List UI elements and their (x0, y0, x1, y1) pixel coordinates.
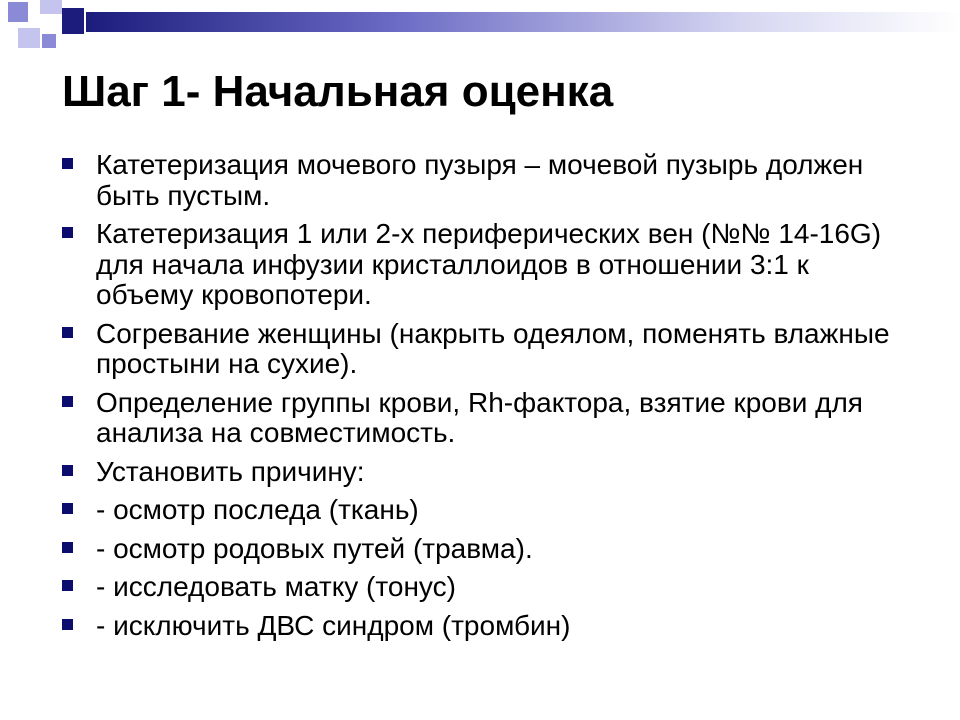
slide-title: Шаг 1- Начальная оценка (62, 67, 614, 116)
bullet-text: Определение группы крови, Rh-фактора, взятие крови для анализа на совместимость. (96, 386, 863, 448)
bullet-text: Катетеризация 1 или 2-х периферических вен (№№ 14-16G) для начала инфузии кристаллоидов в отношении 3:1 к объему кровопотери. (96, 218, 882, 310)
header-decoration (0, 0, 960, 60)
list-item (60, 150, 910, 211)
bullet-text: Катетеризация мочевого пузыря – мочевой пузырь должен быть пустым. (96, 149, 864, 211)
square-bullet-icon (62, 465, 73, 476)
bullet-text: Согревание женщины (накрыть одеялом, поменять влажные простыни на сухие). (96, 317, 890, 379)
list-item (60, 219, 910, 311)
square-bullet-icon (62, 158, 73, 169)
list-item (60, 457, 910, 488)
bullet-list (60, 150, 910, 649)
list-item (60, 495, 910, 526)
bullet-text: - осмотр последа (ткань) (96, 494, 419, 525)
decor-square (42, 34, 56, 48)
bullet-text: - осмотр родовых путей (травма). (96, 532, 533, 564)
list-item (60, 572, 910, 603)
decor-square (18, 28, 40, 48)
square-bullet-icon (62, 227, 73, 238)
square-bullet-icon (62, 619, 73, 630)
decor-square (40, 0, 62, 14)
decor-square (8, 2, 28, 22)
square-bullet-icon (62, 580, 73, 591)
list-item (60, 611, 910, 642)
list-item (60, 319, 910, 380)
bullet-text: Установить причину: (96, 455, 365, 487)
list-item (60, 534, 910, 565)
decor-square (62, 8, 84, 34)
list-item (60, 388, 910, 449)
square-bullet-icon (62, 327, 73, 338)
square-bullet-icon (62, 396, 73, 407)
bullet-text: - исключить ДВС синдром (тромбин) (96, 609, 571, 641)
header-gradient-bar (86, 12, 960, 32)
square-bullet-icon (62, 542, 73, 553)
bullet-text: - исследовать матку (тонус) (96, 571, 456, 602)
square-bullet-icon (62, 503, 73, 514)
